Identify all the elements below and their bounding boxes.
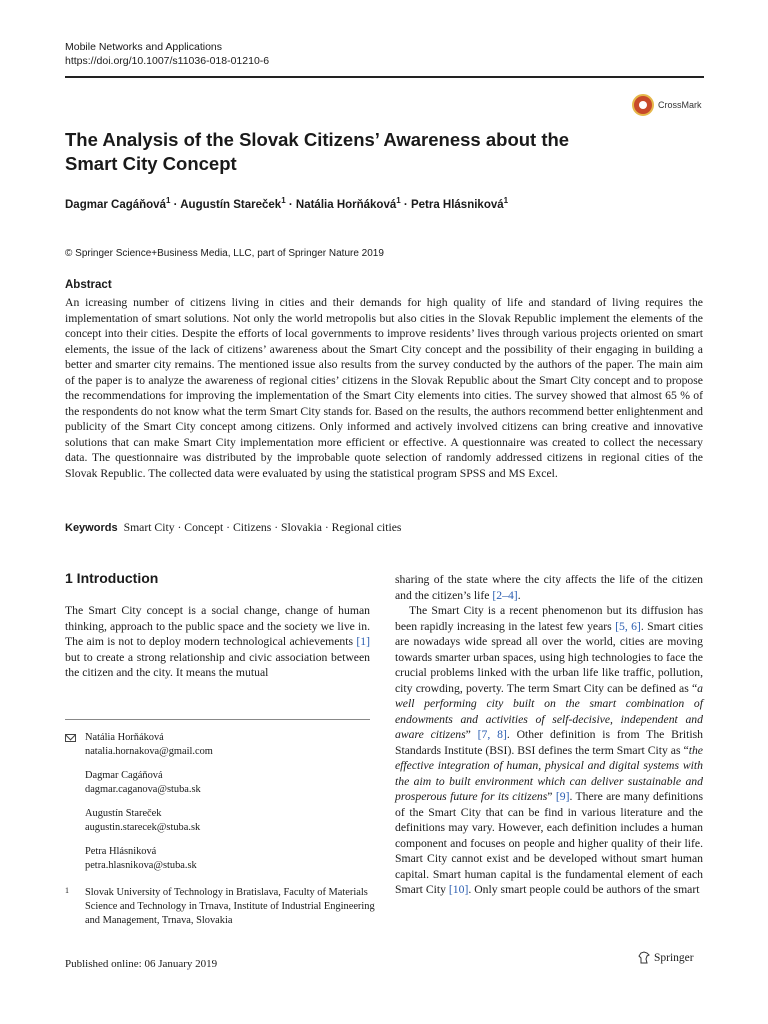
contact-entry — [85, 845, 197, 873]
paper-title: The Analysis of the Slovak Citizens’ Awareness about the Smart City Concept — [65, 129, 570, 174]
contact-email[interactable]: dagmar.caganova@stuba.sk — [85, 784, 201, 795]
crossmark-button[interactable] — [632, 94, 702, 116]
text-run: ” — [547, 790, 556, 803]
text-run: sharing of the state where the city affects the life of the citizen and the citizen’s life — [395, 573, 703, 602]
citation-link[interactable]: [9] — [555, 790, 570, 803]
intro-right-column — [395, 572, 703, 898]
quote: a well performing city built on the smart combination of endowments and activities of self-decisive, independent and aware citizens — [395, 681, 703, 741]
crossmark-label: CrossMark — [658, 100, 702, 110]
author-affil: 1 — [165, 196, 171, 205]
footnote-rule — [65, 719, 370, 720]
contact-entry — [85, 731, 213, 759]
author-name[interactable]: Natália Horňáková — [295, 198, 397, 211]
text-run: . Only smart people could be authors of the smart — [468, 883, 700, 896]
citation-link[interactable]: [5, 6] — [615, 619, 641, 633]
published-date: Published online: 06 January 2019 — [65, 958, 218, 970]
contact-name: Dagmar Cagáňová — [85, 770, 163, 781]
journal-header — [65, 40, 269, 68]
abstract-heading: Abstract — [65, 279, 112, 291]
springer-logo — [638, 951, 694, 964]
contact-entry — [85, 769, 201, 797]
author-name[interactable]: Petra Hlásniková — [410, 198, 504, 211]
contact-name: Petra Hlásniková — [85, 846, 157, 857]
contact-email[interactable]: augustin.starecek@stuba.sk — [85, 822, 201, 833]
author-list: Dagmar Cagáňová$^1$ · Augustín Stareček$^1$ · Natália Horňáková$^1$ · Petra Hlásniková$^1$ — [65, 196, 509, 211]
quote: the effective integration of human, physical and digital systems with the aim to built environment which can deliver sustainable and prosperous future for its citizens — [395, 743, 703, 803]
journal-name: Mobile Networks and Applications — [65, 41, 222, 53]
contact-entry — [85, 807, 200, 835]
keywords-list: Smart City · Concept · Citizens · Slovakia · Regional cities — [123, 521, 402, 534]
text-run: ” — [465, 728, 478, 741]
header-rule — [65, 76, 704, 78]
author-name[interactable]: Dagmar Cagáňová — [65, 198, 166, 211]
citation-link[interactable]: [10] — [448, 883, 469, 896]
contact-name: Natália Horňáková — [85, 732, 164, 743]
affiliation-number: 1 — [65, 886, 69, 895]
intro-left-paragraph — [65, 603, 370, 681]
contact-email[interactable]: natalia.hornakova@gmail.com — [85, 746, 213, 757]
citation-link[interactable]: [7, 8] — [477, 728, 507, 741]
contact-email[interactable]: petra.hlasnikova@stuba.sk — [85, 860, 197, 871]
citation-link[interactable]: [1] — [356, 635, 370, 648]
copyright-notice: © Springer Science+Business Media, LLC, part of Springer Nature 2019 — [65, 248, 384, 259]
affiliation-text: Slovak University of Technology in Bratislava, Faculty of Materials Science and Technology in Trnava, Institute of Industrial Engineering and Management, Trnava, Slovakia — [85, 887, 375, 926]
text-run: . Smart cities are nowadays wide spread all over the world, cities are moving towards smarter urban spaces, using high technologies to face the crucial problems linked with the urban life like traffic, pollution, city crowding, poverty. The term Smart City can be defined as “ — [395, 619, 703, 695]
section-heading-introduction: 1 Introduction — [65, 570, 159, 586]
paragraph — [395, 572, 703, 603]
springer-horse-icon — [638, 951, 650, 964]
author-affil: 1 — [281, 196, 286, 205]
doi-link[interactable]: https://doi.org/10.1007/s11036-018-01210-6 — [65, 55, 270, 67]
text-run: . Other definition is from The British Standards Institute (BSI). BSI defines the term Smart City as “ — [395, 728, 703, 757]
paragraph — [395, 603, 703, 898]
author-affil: 1 — [503, 196, 509, 205]
abstract-text: An icreasing number of citizens living in cities and their demands for high quality of life and standard of living requires the implementation of smart solutions. Not only the world metropolis but also cities in the Slovak Republic implement the elements of the concept into their cities. Despite the efforts of local governments to improve residents’ lives through various projects oriented on smart elements, the issue of the lack of citizens’ awareness about the Smart City concept and the possibility of their engaging in building a better and smarter city remains. The mentioned issue also results from the survey conducted by the authors of the paper. The main aim of the paper is to analyze the awareness of regional cities’ citizens in the Slovak Republic about the Smart City concept and to propose the recommendations for improving the implementation of the Smart City elements into cities. The survey showed that almost 65 % of the respondents do not know what the term Smart City stands for. Based on the results, the authors recommend better enlightenment and publicity of the Smart City concept among citizens. Only informed and actively involved citizens can bring creative and innovative solutions that can make Smart City implementation more efficient or effective. A questionnaire was created to collect the necessary data. The questionnaire was distributed by the improbable quote selection of randomly addressed citizens in regional cities of the Slovak Republic. The collected data were evaluated by using the statistical program SPSS and MS Excel. — [65, 296, 703, 480]
text-run: . There are many definitions of the Smart City that can be find in various literature and the definitions may vary. However, each definition includes a human component and focuses on people and higher quality of their life. Smart City cannot exist and be developed without smart human capital. Smart human capital is the fundamental element of each Smart City — [395, 790, 703, 896]
keywords — [65, 521, 401, 534]
author-name[interactable]: Augustín Stareček — [180, 198, 282, 211]
author-affil: 1 — [396, 196, 401, 205]
contact-name: Augustín Stareček — [85, 808, 162, 819]
crossmark-icon — [632, 94, 654, 116]
text-run: The Smart City concept is a social change, change of human thinking, approach to the public space and the society we live in. The aim is not to deploy modern technological achievements — [65, 604, 370, 648]
text-run: The Smart City is a recent phenomenon but its diffusion has been rapidly increasing in the latest few years — [395, 604, 703, 633]
text-run: . — [517, 588, 521, 602]
text-run: but to create a strong relationship and civic association between the citizen and the city. It means the mutual — [65, 650, 370, 679]
keywords-label: Keywords — [65, 522, 118, 534]
publisher-name: Springer — [654, 951, 694, 964]
envelope-icon — [65, 734, 76, 742]
citation-link[interactable]: [2–4] — [492, 588, 518, 602]
